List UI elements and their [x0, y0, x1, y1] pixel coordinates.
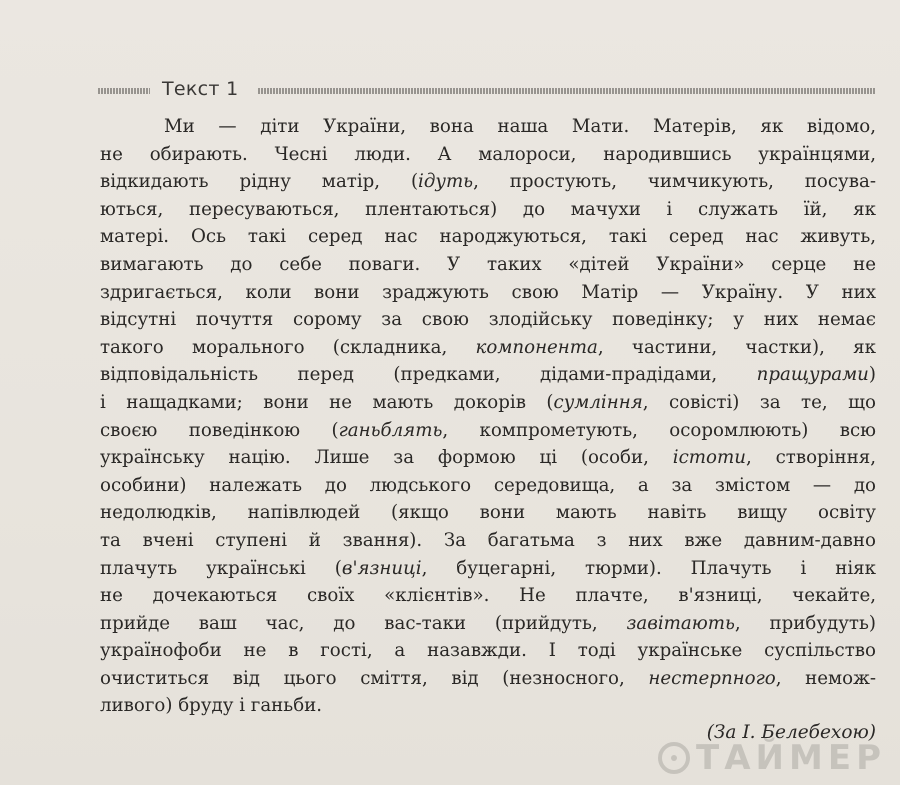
italic-segment: компонента — [475, 336, 598, 358]
text-line — [100, 223, 876, 251]
header-rule-right — [258, 88, 876, 94]
text-segment: , совісті) за те, що — [642, 391, 876, 413]
text-segment: , компрометують, осоромлюють) всю — [442, 419, 876, 441]
text-segment: , простують, чимчикують, посува- — [473, 171, 876, 193]
text-segment: ються, пересуваються, плентаються) до мачухи і служать їй, як — [100, 198, 876, 220]
source-attribution: (За І. Белебехою) — [706, 722, 876, 743]
text-line — [100, 555, 876, 583]
text-segment: недолюдків, напівлюдей (якщо вони мають навіть вищу освіту — [100, 502, 876, 524]
text-segment: відсутні почуття сорому за свою злодійську поведінку; у них немає — [100, 309, 876, 331]
italic-segment: пращурами — [756, 364, 869, 386]
text-line — [100, 279, 876, 307]
text-segment: особини) належать до людського середовища, а за змістом — до — [100, 474, 876, 496]
italic-segment: сумління — [553, 391, 643, 413]
text-line — [100, 610, 876, 638]
text-line — [100, 251, 876, 279]
text-line — [100, 334, 876, 362]
text-segment: прийде ваш час, до вас-таки (прийдуть, — [100, 612, 627, 634]
text-line — [100, 527, 876, 555]
italic-segment: в'язниці — [341, 557, 422, 579]
text-segment: плачуть українські ( — [100, 557, 342, 579]
italic-segment: ідуть — [418, 171, 474, 193]
text-segment: не дочекаються своїх «клієнтів». Не плачте, в'язниці, чекайте, — [100, 585, 876, 607]
text-segment: своєю поведінкою ( — [100, 419, 339, 441]
text-segment: , немож- — [775, 667, 876, 689]
text-line — [100, 417, 876, 445]
italic-segment: завітають — [626, 612, 735, 634]
italic-segment: нестерпного — [648, 667, 776, 689]
text-line — [100, 472, 876, 500]
timer-logo-icon — [658, 742, 690, 774]
text-line — [100, 306, 876, 334]
text-segment: та вчені ступені й звання). За багатьма з них вже давним-давно — [100, 529, 876, 551]
text-segment: очиститься від цього сміття, від (незносного, — [100, 667, 649, 689]
text-segment: здригається, коли вони зраджують свою Матір — Україну. У них — [100, 281, 876, 303]
text-segment: вимагають до себе поваги. У таких «дітей України» серце не — [100, 253, 876, 275]
text-segment: і нащадками; вони не мають докорів ( — [100, 391, 554, 413]
text-line — [100, 168, 876, 196]
text-line — [100, 196, 876, 224]
text-segment: такого морального (складника, — [100, 336, 476, 358]
text-segment: Ми — діти України, вона наша Мати. Матерів, як відомо, — [164, 116, 876, 137]
text-segment: , частини, частки), як — [597, 336, 876, 358]
text-title: Текст 1 — [162, 78, 239, 100]
text-line — [100, 499, 876, 527]
text-line — [100, 637, 876, 665]
text-segment: українофоби не в гості, а назавжди. І тоді українське суспільство — [100, 640, 876, 662]
text-segment: ливого) бруду і ганьби. — [100, 695, 323, 717]
italic-segment: істоти — [672, 447, 746, 469]
text-segment: матері. Ось такі серед нас народжуються, такі серед нас живуть, — [100, 226, 876, 248]
text-segment: відповідальність перед (предками, дідами-прадідами, — [100, 364, 757, 386]
text-line — [100, 692, 876, 720]
text-line — [100, 113, 876, 141]
italic-segment: ганьблять — [338, 419, 443, 441]
text-line — [100, 141, 876, 169]
text-body — [100, 113, 876, 720]
text-header — [98, 78, 876, 102]
text-line — [100, 361, 876, 389]
text-segment: не обирають. Чесні люди. А малороси, народившись українцями, — [100, 143, 876, 165]
text-line — [100, 582, 876, 610]
header-rule-left — [98, 88, 150, 94]
text-segment: відкидають рідну матір, ( — [100, 171, 419, 193]
text-segment: , буцегарні, тюрми). Плачуть і ніяк — [421, 557, 876, 579]
text-line — [100, 665, 876, 693]
watermark-text: ТАЙМЕР — [696, 738, 886, 778]
text-segment: ) — [868, 364, 876, 386]
text-segment: , створіння, — [745, 447, 876, 469]
watermark — [658, 738, 886, 778]
text-segment: , прибудуть) — [734, 612, 876, 634]
text-line — [100, 444, 876, 472]
text-line — [100, 389, 876, 417]
text-segment: українську націю. Лише за формою ці (особи, — [100, 447, 673, 469]
